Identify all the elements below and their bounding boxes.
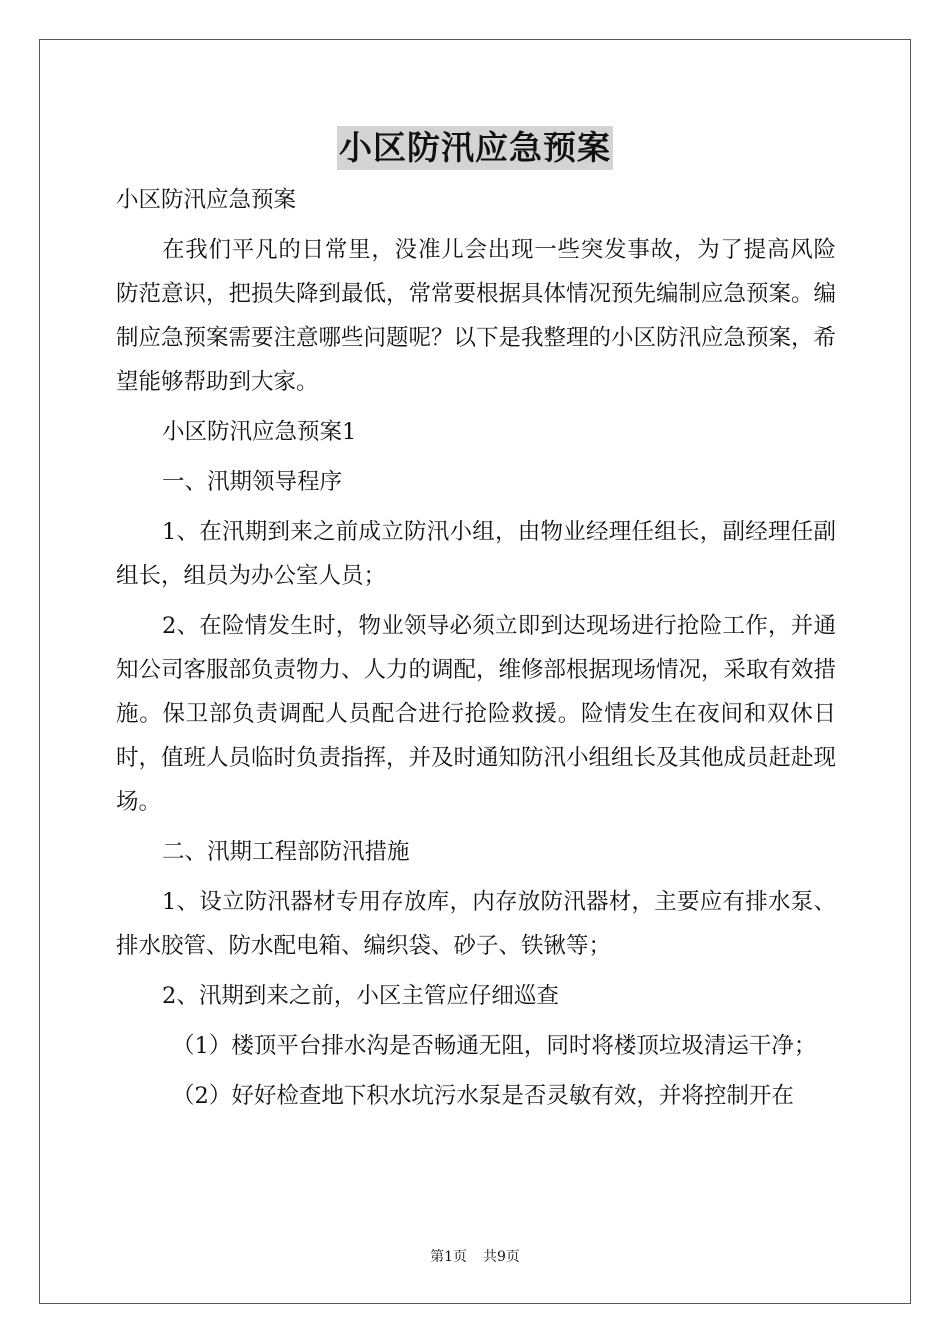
paragraph-engineering-item-2: （2）好好检查地下积水坑污水泵是否灵敏有效，并将控制开在 (172, 1083, 794, 1109)
intro-paragraph: 在我们平凡的日常里，没准儿会出现一些突发事故，为了提高风险防范意识，把损失降到最低，常常要根据具体情况预先编制应急预案。编制应急预案需要注意哪些问题呢？以下是我整理的小区防汛应急预案，希望能够帮助到大家。 (116, 237, 837, 395)
document-title: 小区防汛应急预案 (337, 126, 613, 170)
section-heading-engineering: 二、汛期工程部防汛措施 (162, 839, 410, 865)
section-heading-leadership: 一、汛期领导程序 (162, 469, 343, 495)
document-body (116, 178, 836, 1124)
paragraph-engineering-1: 1、设立防汛器材专用存放库，内存放防汛器材，主要应有排水泵、排水胶管、防水配电箱、编织袋、砂子、铁锹等； (116, 889, 836, 959)
paragraph-engineering-item-1: （1）楼顶平台排水沟是否畅通无阻，同时将楼顶垃圾清运干净； (172, 1033, 817, 1059)
paragraph-leadership-2: 2、在险情发生时，物业领导必须立即到达现场进行抢险工作，并通知公司客服部负责物力、人力的调配，维修部根据现场情况，采取有效措施。保卫部负责调配人员配合进行抢险救援。险情发生在夜间和双休日时，值班人员临时负责指挥，并及时通知防汛小组组长及其他成员赶赴现场。 (116, 613, 837, 815)
page-footer (0, 1246, 950, 1266)
paragraph-leadership-1: 1、在汛期到来之前成立防汛小组，由物业经理任组长，副经理任副组长，组员为办公室人员； (116, 519, 836, 589)
title-container (0, 126, 950, 170)
page-number-current: 第1页 (430, 1249, 467, 1265)
subtitle-paragraph: 小区防汛应急预案 (116, 187, 297, 213)
paragraph-engineering-2: 2、汛期到来之前，小区主管应仔细巡查 (162, 983, 559, 1009)
section-heading-plan-1: 小区防汛应急预案1 (162, 419, 357, 445)
page-number-total: 共9页 (483, 1249, 520, 1265)
